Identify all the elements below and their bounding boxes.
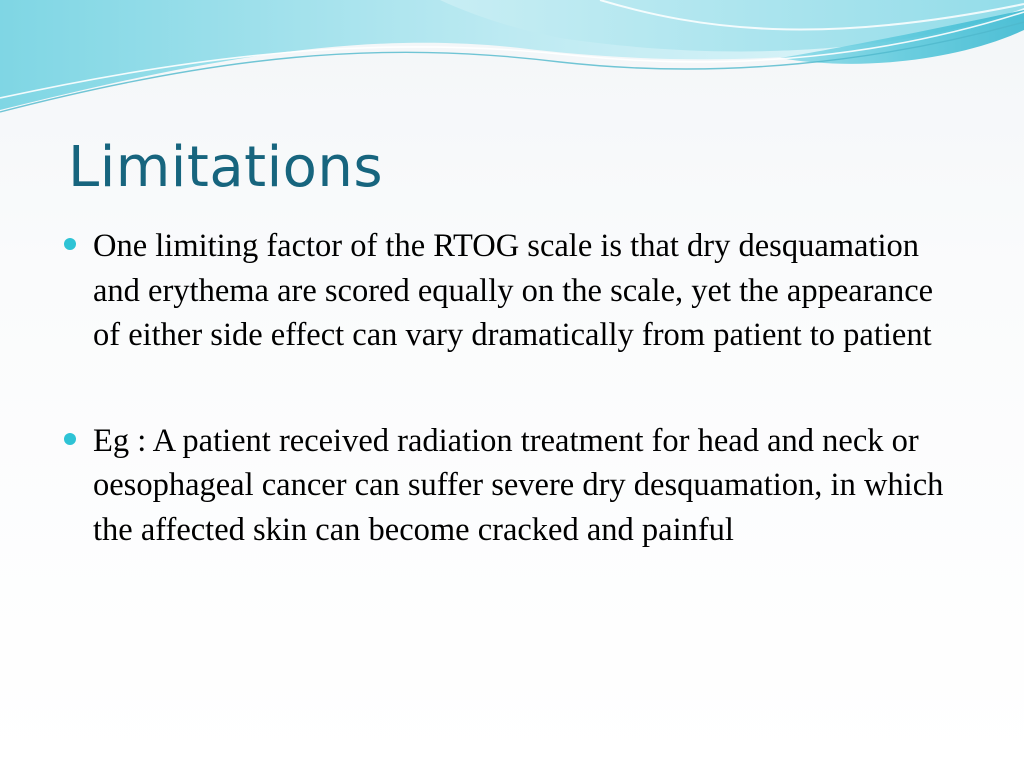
slide-title: Limitations [68, 135, 384, 200]
bullet-item [62, 224, 962, 358]
bullet-item [62, 419, 962, 553]
bullet-dot-icon [64, 238, 76, 250]
bullet-text: One limiting factor of the RTOG scale is that dry desquamation and erythema are scored equally on the scale, yet the appearance of either side effect can vary dramatically from patient to patient [93, 228, 934, 353]
bullet-list [62, 224, 962, 552]
bullet-dot-icon [64, 433, 76, 445]
bullet-text: Eg : A patient received radiation treatment for head and neck or oesophageal cancer can suffer severe dry desquamation, in which the affected skin can become cracked and painful [93, 422, 944, 548]
header-wave-decoration [0, 0, 1024, 130]
